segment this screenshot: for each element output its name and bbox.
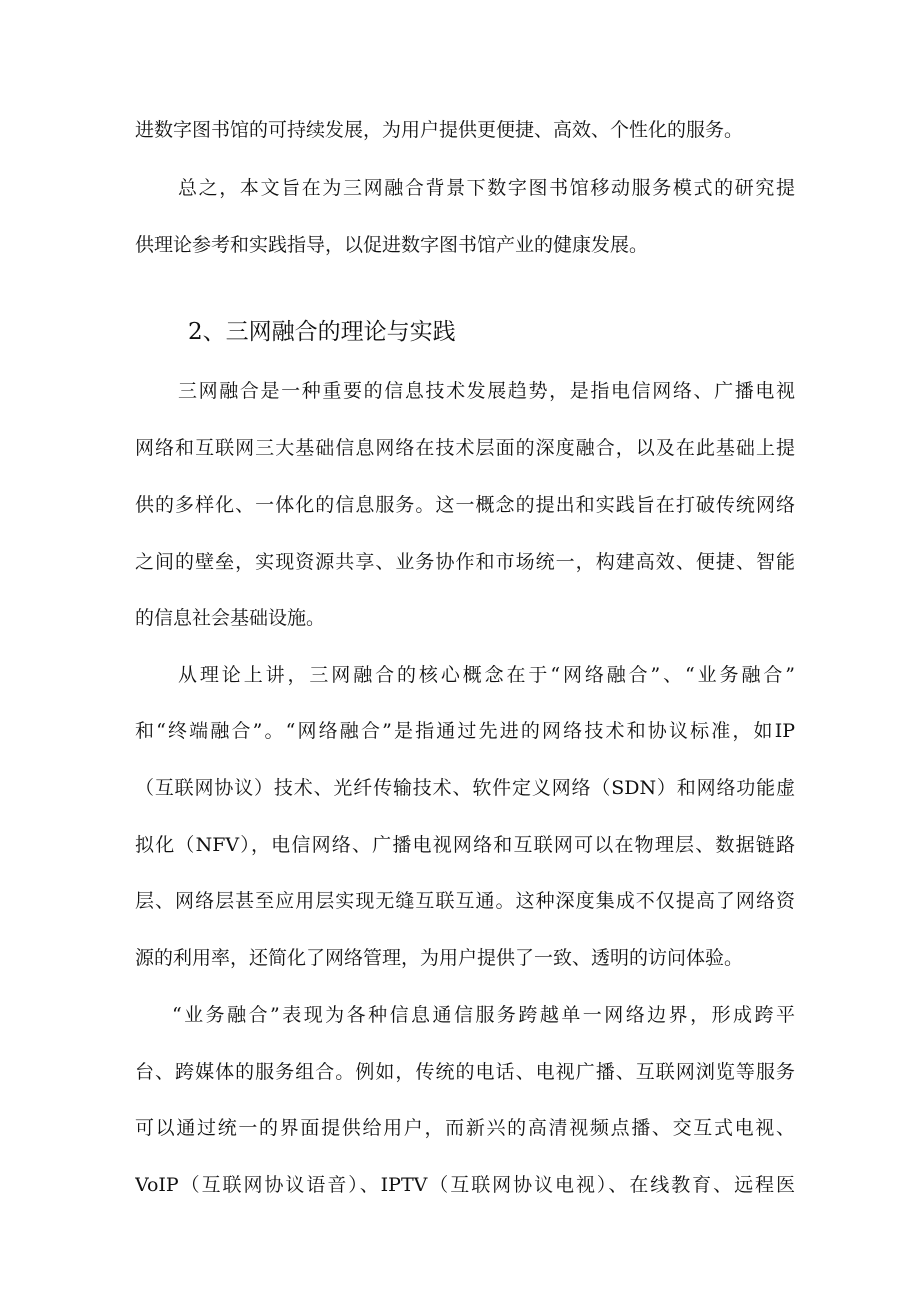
paragraph-line: VoIP（互联网协议语音）、IPTV（互联网协议电视）、在线教育、远程医 (135, 1174, 795, 1196)
paragraph-line: 三网融合是一种重要的信息技术发展趋势，是指电信网络、广播电视 (178, 380, 795, 402)
paragraph-line: 总之，本文旨在为三网融合背景下数字图书馆移动服务模式的研究提 (178, 177, 795, 199)
paragraph-line: 的信息社会基础设施。 (135, 607, 326, 629)
paragraph-line: 进数字图书馆的可持续发展，为用户提供更便捷、高效、个性化的服务。 (135, 119, 744, 141)
paragraph-line: 拟化（NFV），电信网络、广播电视网络和互联网可以在物理层、数据链路 (135, 834, 795, 856)
section-heading: 2、三网融合的理论与实践 (188, 319, 456, 345)
paragraph-line: 之间的壁垒，实现资源共享、业务协作和市场统一，构建高效、便捷、智能 (135, 551, 795, 573)
paragraph-line: 可以通过统一的界面提供给用户，而新兴的高清视频点播、交互式电视、 (135, 1117, 795, 1139)
paragraph-line: 台、跨媒体的服务组合。例如，传统的电话、电视广播、互联网浏览等服务 (135, 1061, 795, 1083)
paragraph-line: 源的利用率，还简化了网络管理，为用户提供了一致、透明的访问体验。 (135, 947, 744, 969)
paragraph-line: 供的多样化、一体化的信息服务。这一概念的提出和实践旨在打破传统网络 (135, 494, 795, 516)
paragraph-line: 和“终端融合”。“网络融合”是指通过先进的网络技术和协议标准，如IP (135, 720, 795, 742)
paragraph-line: 层、网络层甚至应用层实现无缝互联互通。这种深度集成不仅提高了网络资 (135, 890, 795, 912)
paragraph-line: “业务融合”表现为各种信息通信服务跨越单一网络边界，形成跨平 (172, 1004, 795, 1026)
paragraph-line: 供理论参考和实践指导，以促进数字图书馆产业的健康发展。 (135, 234, 649, 256)
paragraph-line: 网络和互联网三大基础信息网络在技术层面的深度融合，以及在此基础上提 (135, 437, 795, 459)
paragraph-line: （互联网协议）技术、光纤传输技术、软件定义网络（SDN）和网络功能虚 (135, 777, 795, 799)
paragraph-line: 从理论上讲，三网融合的核心概念在于“网络融合”、“业务融合” (178, 664, 795, 686)
